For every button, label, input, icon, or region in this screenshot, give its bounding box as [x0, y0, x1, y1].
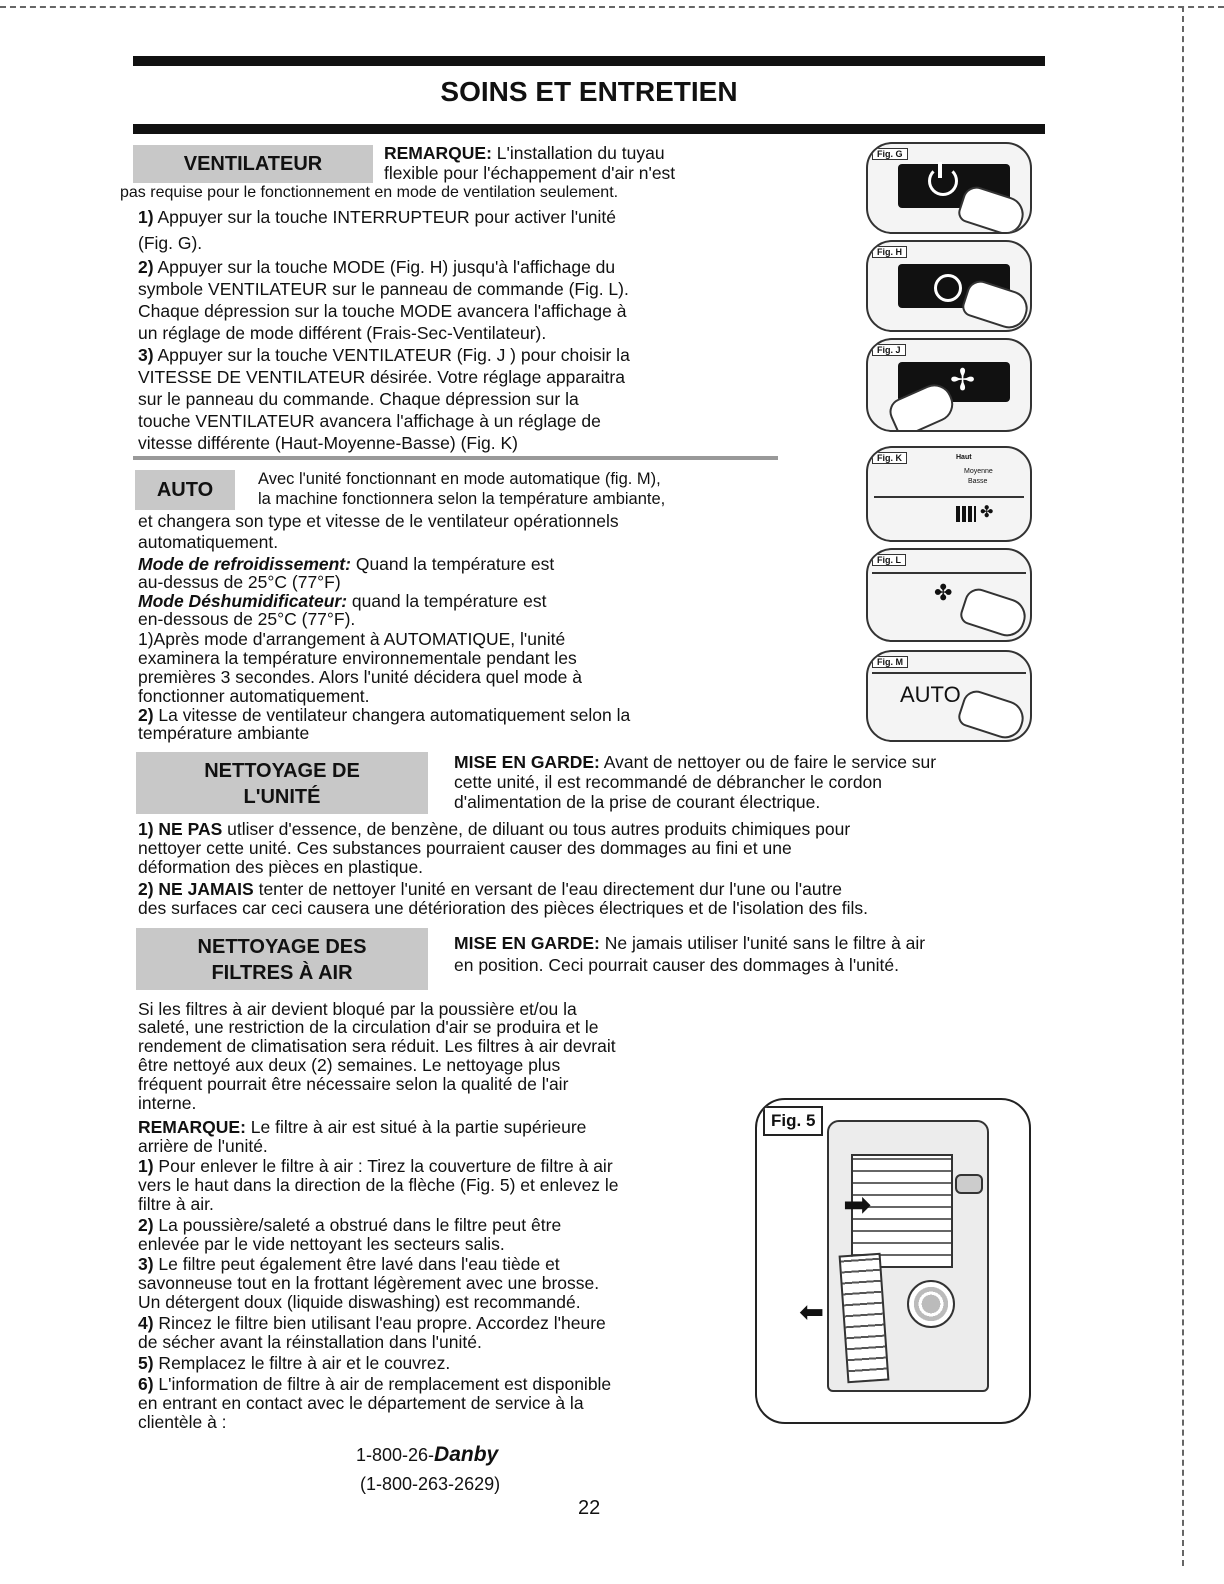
auto-intro-1: Avec l'unité fonctionnant en mode automatique (fig. M), — [258, 470, 661, 488]
filtres-step-3c: Un détergent doux (liquide diswashing) est recommandé. — [138, 1292, 581, 1312]
nettoyage-unite-p2: 2) NE JAMAIS tenter de nettoyer l'unité en versant de l'eau directement dur l'une ou l'autre — [138, 879, 843, 899]
fig-l — [866, 548, 1032, 642]
hand-pointer-icon — [960, 277, 1032, 332]
nettoyage-unite-warning-2: cette unité, il est recommandé de débrancher le cordon — [454, 772, 883, 792]
power-icon — [928, 166, 958, 196]
contact-phone: 1-800-26-Danby — [356, 1443, 499, 1466]
ventilateur-note-2: flexible pour l'échappement d'air n'est — [384, 163, 676, 183]
k-haut-label: Haut — [956, 454, 972, 461]
filtres-step-4: 4) Rincez le filtre bien utilisant l'eau propre. Accordez l'heure — [138, 1313, 606, 1333]
cut-line-top — [0, 6, 1224, 8]
ventilateur-step-3e: vitesse différente (Haut-Moyenne-Basse) (Fig. K) — [138, 433, 518, 453]
ventilateur-step-1b: (Fig. G). — [138, 233, 203, 253]
k-moyenne-label: Moyenne — [964, 468, 993, 475]
filtres-step-6b: en entrant en contact avec le département de service à la — [138, 1393, 584, 1413]
page-number: 22 — [578, 1497, 601, 1519]
cut-line-right — [1182, 6, 1184, 1566]
m-display-line — [872, 672, 1026, 674]
nettoyage-unite-p2b: des surfaces car ceci causera une détérioration des pièces électriques et de l'isolation des fils. — [138, 898, 868, 918]
nettoyage-filtres-heading-1: NETTOYAGE DES — [197, 936, 367, 958]
nettoyage-filtres-heading-2: FILTRES À AIR — [211, 962, 353, 984]
hand-pointer-icon — [956, 687, 1029, 742]
danby-logo: Danby — [434, 1443, 499, 1466]
filtres-step-6: 6) L'information de filtre à air de remplacement est disponible — [138, 1374, 612, 1394]
filtres-step-5: 5) Remplacez le filtre à air et le couvrez. — [138, 1353, 451, 1373]
auto-step-1d: fonctionner automatiquement. — [138, 686, 370, 706]
ventilateur-step-2b: symbole VENTILATEUR sur le panneau de commande (Fig. L). — [138, 279, 629, 299]
auto-step-1c: premières 3 secondes. Alors l'unité décidera quel mode à — [138, 667, 583, 687]
ventilateur-note: REMARQUE: L'installation du tuyau — [384, 143, 665, 163]
filtres-line-6: interne. — [138, 1093, 197, 1113]
filtres-step-1b: vers le haut dans la direction de la flèche (Fig. 5) et enlevez le — [138, 1175, 619, 1195]
nettoyage-filtres-warning: MISE EN GARDE: Ne jamais utiliser l'unité sans le filtre à air — [454, 933, 926, 953]
fig-l-label: Fig. L — [872, 554, 906, 566]
fig-j — [866, 338, 1032, 432]
fan-icon: ✤ — [934, 580, 953, 605]
mode-icon — [934, 274, 962, 302]
hand-pointer-icon — [958, 585, 1031, 641]
ventilateur-step-3c: sur le panneau du commande. Chaque dépression sur la — [138, 389, 579, 409]
nettoyage-unite-warning: MISE EN GARDE: Avant de nettoyer ou de faire le service sur — [454, 752, 937, 772]
auto-step-2b: température ambiante — [138, 723, 310, 743]
filtres-step-1c: filtre à air. — [138, 1194, 214, 1214]
nettoyage-unite-heading-2: L'UNITÉ — [243, 786, 321, 808]
nettoyage-unite-p1b: nettoyer cette unité. Ces substances pourraient causer des dommages au fini et une — [138, 838, 792, 858]
filtres-line-4: être nettoyé aux deux (2) semaines. Le nettoyage plus — [138, 1055, 561, 1075]
filtres-step-3: 3) Le filtre peut également être lavé dans l'eau tiède et — [138, 1254, 560, 1274]
arrow-left-icon: ⬅ — [799, 1296, 825, 1329]
auto-intro-4: automatiquement. — [138, 532, 279, 552]
fig-k — [866, 446, 1032, 542]
auto-dehum-mode-2: en-dessous de 25°C (77°F). — [138, 609, 356, 629]
fan-icon: ✤ — [980, 504, 994, 521]
auto-intro-2: la machine fonctionnera selon la température ambiante, — [258, 490, 666, 508]
fig-5-label: Fig. 5 — [763, 1106, 823, 1136]
ventilateur-heading: VENTILATEUR — [133, 145, 373, 183]
filtres-line-1: Si les filtres à air devient bloqué par la poussière et/ou la — [138, 999, 577, 1019]
nettoyage-filtres-heading — [136, 928, 428, 990]
fig-h — [866, 240, 1032, 332]
auto-dehum-mode: Mode Déshumidificateur: quand la température est — [138, 591, 547, 611]
fig-m — [866, 650, 1032, 742]
fig-g-label: Fig. G — [872, 148, 908, 160]
power-icon-stem — [938, 162, 942, 178]
k-display-line — [874, 496, 1024, 498]
filtres-note: REMARQUE: Le filtre à air est situé à la partie supérieure — [138, 1117, 587, 1137]
filtres-step-2: 2) La poussière/saleté a obstrué dans le filtre peut être — [138, 1215, 562, 1235]
filtres-note-2: arrière de l'unité. — [138, 1136, 268, 1156]
fig-h-label: Fig. H — [872, 246, 907, 258]
nettoyage-unite-heading — [136, 752, 428, 814]
l-display-line — [872, 572, 1026, 574]
nettoyage-unite-p1: 1) NE PAS utliser d'essence, de benzène, de diluant ou tous autres produits chimiques pour — [138, 819, 851, 839]
auto-cool-mode: Mode de refroidissement: Quand la température est — [138, 554, 555, 574]
ventilateur-step-3d: touche VENTILATEUR avancera l'affichage à un réglage de — [138, 411, 601, 431]
filtres-line-5: fréquent pourrait être nécessaire selon la qualité de l'air — [138, 1074, 569, 1094]
fan-icon: ✢ — [950, 364, 976, 397]
filtres-line-3: rendement de climatisation sera réduit. Les filtres à air devrait — [138, 1036, 616, 1056]
hand-pointer-icon — [956, 183, 1029, 234]
title-rule — [133, 124, 1045, 134]
ventilateur-note-3: pas requise pour le fonctionnement en mode de ventilation seulement. — [120, 184, 619, 201]
fig-k-label: Fig. K — [872, 452, 907, 464]
filtres-step-3b: savonneuse tout en la frottant légèrement avec une brosse. — [138, 1273, 600, 1293]
filtres-line-2: saleté, une restriction de la circulation d'air se produira et le — [138, 1017, 599, 1037]
ventilateur-step-2d: un réglage de mode différent (Frais-Sec-Ventilateur). — [138, 323, 547, 343]
fig-5 — [755, 1098, 1031, 1424]
ventilateur-step-2: 2) Appuyer sur la touche MODE (Fig. H) jusqu'à l'affichage du — [138, 257, 616, 277]
unit-handle — [955, 1174, 983, 1194]
auto-step-1b: examinera la température environnementale pendant les — [138, 648, 577, 668]
auto-intro-3: et changera son type et vitesse de le ventilateur opérationnels — [138, 511, 619, 531]
ventilateur-step-1: 1) Appuyer sur la touche INTERRUPTEUR pour activer l'unité — [138, 207, 616, 227]
section-divider — [133, 456, 778, 460]
filtres-step-1: 1) Pour enlever le filtre à air : Tirez la couverture de filtre à air — [138, 1156, 613, 1176]
fig-m-label: Fig. M — [872, 656, 908, 668]
k-basse-label: Basse — [968, 478, 988, 485]
fig-g — [866, 142, 1032, 234]
auto-step-1a: 1)Après mode d'arrangement à AUTOMATIQUE, l'unité — [138, 629, 566, 649]
nettoyage-unite-heading-1: NETTOYAGE DE — [204, 760, 360, 782]
arrow-right-icon: ➡ — [843, 1186, 872, 1224]
filtres-step-2b: enlevée par le vide nettoyant les secteurs salis. — [138, 1234, 505, 1254]
fig-j-label: Fig. J — [872, 344, 906, 356]
filtres-step-6c: clientèle à : — [138, 1412, 227, 1432]
auto-heading: AUTO — [135, 470, 235, 510]
top-rule — [133, 56, 1045, 66]
page-title: SOINS ET ENTRETIEN — [440, 76, 738, 107]
vent-grille — [907, 1280, 955, 1328]
auto-cool-mode-2: au-dessus de 25°C (77°F) — [138, 572, 341, 592]
auto-step-2: 2) La vitesse de ventilateur changera automatiquement selon la — [138, 705, 631, 725]
m-auto-label: AUTO — [900, 682, 961, 707]
ventilateur-step-2c: Chaque dépression sur la touche MODE avancera l'affichage à — [138, 301, 627, 321]
nettoyage-unite-p1c: déformation des pièces en plastique. — [138, 857, 424, 877]
ventilateur-step-3b: VITESSE DE VENTILATEUR désirée. Votre réglage apparaitra — [138, 367, 625, 387]
nettoyage-filtres-warning-2: en position. Ceci pourrait causer des dommages à l'unité. — [454, 955, 899, 975]
filtres-step-4b: de sécher avant la réinstallation dans l'unité. — [138, 1332, 482, 1352]
fan-speed-bars-icon — [956, 506, 976, 522]
removed-filter — [839, 1253, 890, 1384]
ventilateur-step-3: 3) Appuyer sur la touche VENTILATEUR (Fig. J ) pour choisir la — [138, 345, 630, 365]
nettoyage-unite-warning-3: d'alimentation de la prise de courant électrique. — [454, 792, 821, 812]
contact-phone-full: (1-800-263-2629) — [360, 1474, 501, 1494]
